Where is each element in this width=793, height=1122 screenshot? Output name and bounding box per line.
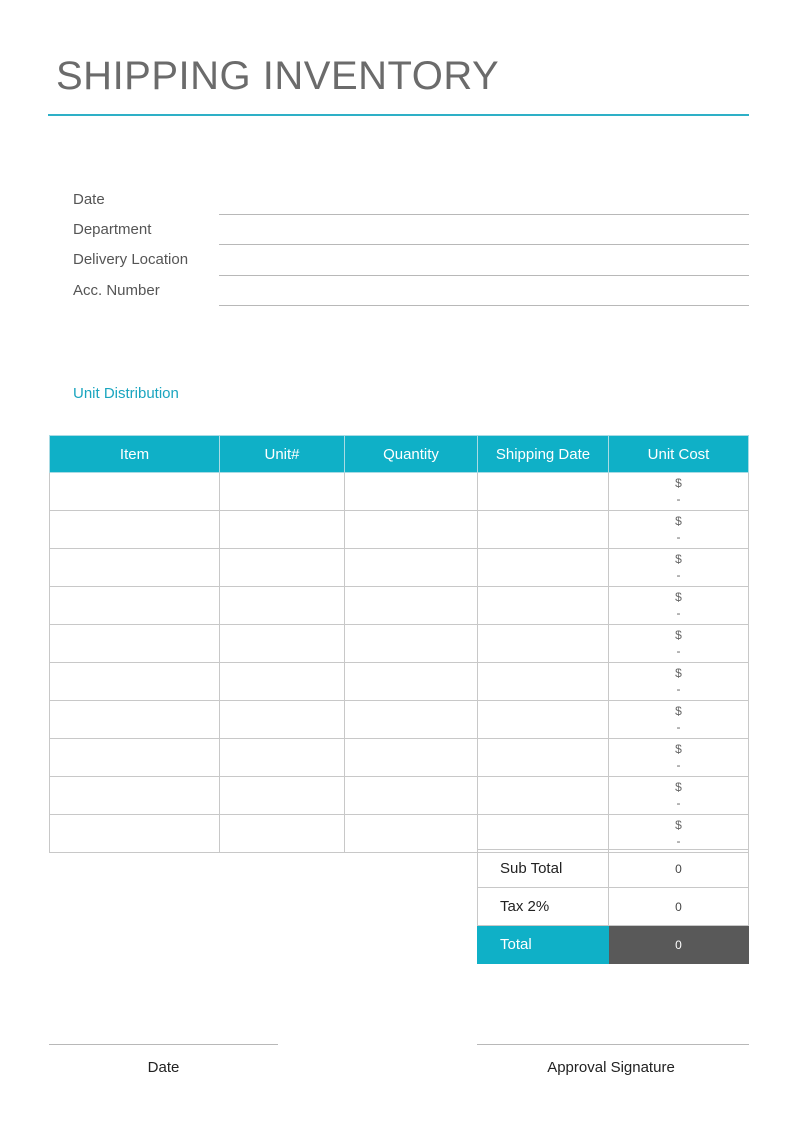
subtotal-row xyxy=(478,850,749,888)
subtotal-value: 0 xyxy=(609,850,749,888)
item-cell[interactable] xyxy=(50,663,220,701)
delivery-location-field[interactable] xyxy=(219,275,749,276)
approval-signature-label: Approval Signature xyxy=(547,1059,675,1076)
unit-cost-cell[interactable] xyxy=(609,511,749,549)
unit-cell[interactable] xyxy=(220,625,345,663)
acc-number-field[interactable] xyxy=(219,305,749,306)
unit-cost-value: - xyxy=(676,758,681,772)
unit-cost-cell[interactable] xyxy=(609,701,749,739)
shipping-date-cell[interactable] xyxy=(478,815,609,853)
unit-cell[interactable] xyxy=(220,511,345,549)
unit-cell[interactable] xyxy=(220,815,345,853)
column-header-unit: Unit# xyxy=(220,436,345,473)
department-field[interactable] xyxy=(219,244,749,245)
unit-cell[interactable] xyxy=(220,663,345,701)
tax-label: Tax 2% xyxy=(478,888,609,926)
unit-cost-cell[interactable] xyxy=(609,587,749,625)
column-header-unit-cost: Unit Cost xyxy=(609,436,749,473)
date-signature-label: Date xyxy=(147,1059,180,1076)
shipping-date-cell[interactable] xyxy=(478,663,609,701)
quantity-cell[interactable] xyxy=(345,701,478,739)
quantity-cell[interactable] xyxy=(345,777,478,815)
shipping-date-cell[interactable] xyxy=(478,739,609,777)
unit-cell[interactable] xyxy=(220,549,345,587)
item-cell[interactable] xyxy=(50,739,220,777)
shipping-date-cell[interactable] xyxy=(478,625,609,663)
quantity-cell[interactable] xyxy=(345,549,478,587)
table-row xyxy=(50,549,749,587)
unit-cell[interactable] xyxy=(220,473,345,511)
quantity-cell[interactable] xyxy=(345,511,478,549)
item-cell[interactable] xyxy=(50,587,220,625)
item-cell[interactable] xyxy=(50,815,220,853)
table-row xyxy=(50,511,749,549)
title-divider xyxy=(48,114,749,116)
unit-cost-value: - xyxy=(676,720,681,734)
date-signature-line[interactable] xyxy=(49,1044,278,1045)
unit-cell[interactable] xyxy=(220,777,345,815)
table-row xyxy=(50,701,749,739)
item-cell[interactable] xyxy=(50,777,220,815)
unit-cost-cell[interactable] xyxy=(609,815,749,853)
totals-table xyxy=(477,849,749,964)
unit-cell[interactable] xyxy=(220,739,345,777)
column-header-quantity: Quantity xyxy=(345,436,478,473)
currency-symbol: $ xyxy=(675,628,682,642)
currency-symbol: $ xyxy=(675,666,682,680)
tax-value: 0 xyxy=(609,888,749,926)
currency-symbol: $ xyxy=(675,476,682,490)
item-cell[interactable] xyxy=(50,511,220,549)
column-header-shipping-date: Shipping Date xyxy=(478,436,609,473)
unit-cost-value: - xyxy=(676,834,681,848)
table-row xyxy=(50,625,749,663)
currency-symbol: $ xyxy=(675,514,682,528)
quantity-cell[interactable] xyxy=(345,663,478,701)
approval-signature-line[interactable] xyxy=(477,1044,749,1045)
unit-cost-cell[interactable] xyxy=(609,549,749,587)
subtotal-label: Sub Total xyxy=(478,850,609,888)
page-title: SHIPPING INVENTORY xyxy=(56,54,500,98)
quantity-cell[interactable] xyxy=(345,815,478,853)
unit-cost-value: - xyxy=(676,644,681,658)
unit-cost-cell[interactable] xyxy=(609,663,749,701)
total-value: 0 xyxy=(609,926,749,964)
unit-cell[interactable] xyxy=(220,587,345,625)
item-cell[interactable] xyxy=(50,473,220,511)
section-title: Unit Distribution xyxy=(73,385,179,402)
shipping-date-cell[interactable] xyxy=(478,701,609,739)
table-row xyxy=(50,587,749,625)
total-row xyxy=(478,926,749,964)
shipping-date-cell[interactable] xyxy=(478,549,609,587)
quantity-cell[interactable] xyxy=(345,587,478,625)
date-label: Date xyxy=(73,191,105,208)
shipping-date-cell[interactable] xyxy=(478,473,609,511)
unit-cost-value: - xyxy=(676,606,681,620)
table-row xyxy=(50,739,749,777)
shipping-date-cell[interactable] xyxy=(478,777,609,815)
column-header-item: Item xyxy=(50,436,220,473)
table-row xyxy=(50,473,749,511)
delivery-location-label: Delivery Location xyxy=(73,251,189,268)
currency-symbol: $ xyxy=(675,590,682,604)
quantity-cell[interactable] xyxy=(345,625,478,663)
unit-cost-cell[interactable] xyxy=(609,777,749,815)
unit-distribution-table xyxy=(49,435,749,853)
item-cell[interactable] xyxy=(50,549,220,587)
quantity-cell[interactable] xyxy=(345,473,478,511)
department-label: Department xyxy=(73,221,152,238)
tax-row xyxy=(478,888,749,926)
unit-cost-value: - xyxy=(676,530,681,544)
currency-symbol: $ xyxy=(675,552,682,566)
item-cell[interactable] xyxy=(50,701,220,739)
table-row xyxy=(50,815,749,853)
unit-cost-cell[interactable] xyxy=(609,473,749,511)
item-cell[interactable] xyxy=(50,625,220,663)
unit-cell[interactable] xyxy=(220,701,345,739)
unit-cost-cell[interactable] xyxy=(609,739,749,777)
quantity-cell[interactable] xyxy=(345,739,478,777)
table-header-row xyxy=(50,436,749,473)
unit-cost-cell[interactable] xyxy=(609,625,749,663)
unit-cost-value: - xyxy=(676,682,681,696)
acc-number-label: Acc. Number xyxy=(73,282,160,299)
total-label: Total xyxy=(478,926,609,964)
table-row xyxy=(50,663,749,701)
currency-symbol: $ xyxy=(675,742,682,756)
currency-symbol: $ xyxy=(675,704,682,718)
date-field[interactable] xyxy=(219,214,749,215)
currency-symbol: $ xyxy=(675,818,682,832)
shipping-date-cell[interactable] xyxy=(478,511,609,549)
table-row xyxy=(50,777,749,815)
shipping-date-cell[interactable] xyxy=(478,587,609,625)
currency-symbol: $ xyxy=(675,780,682,794)
unit-cost-value: - xyxy=(676,796,681,810)
unit-cost-value: - xyxy=(676,492,681,506)
unit-cost-value: - xyxy=(676,568,681,582)
